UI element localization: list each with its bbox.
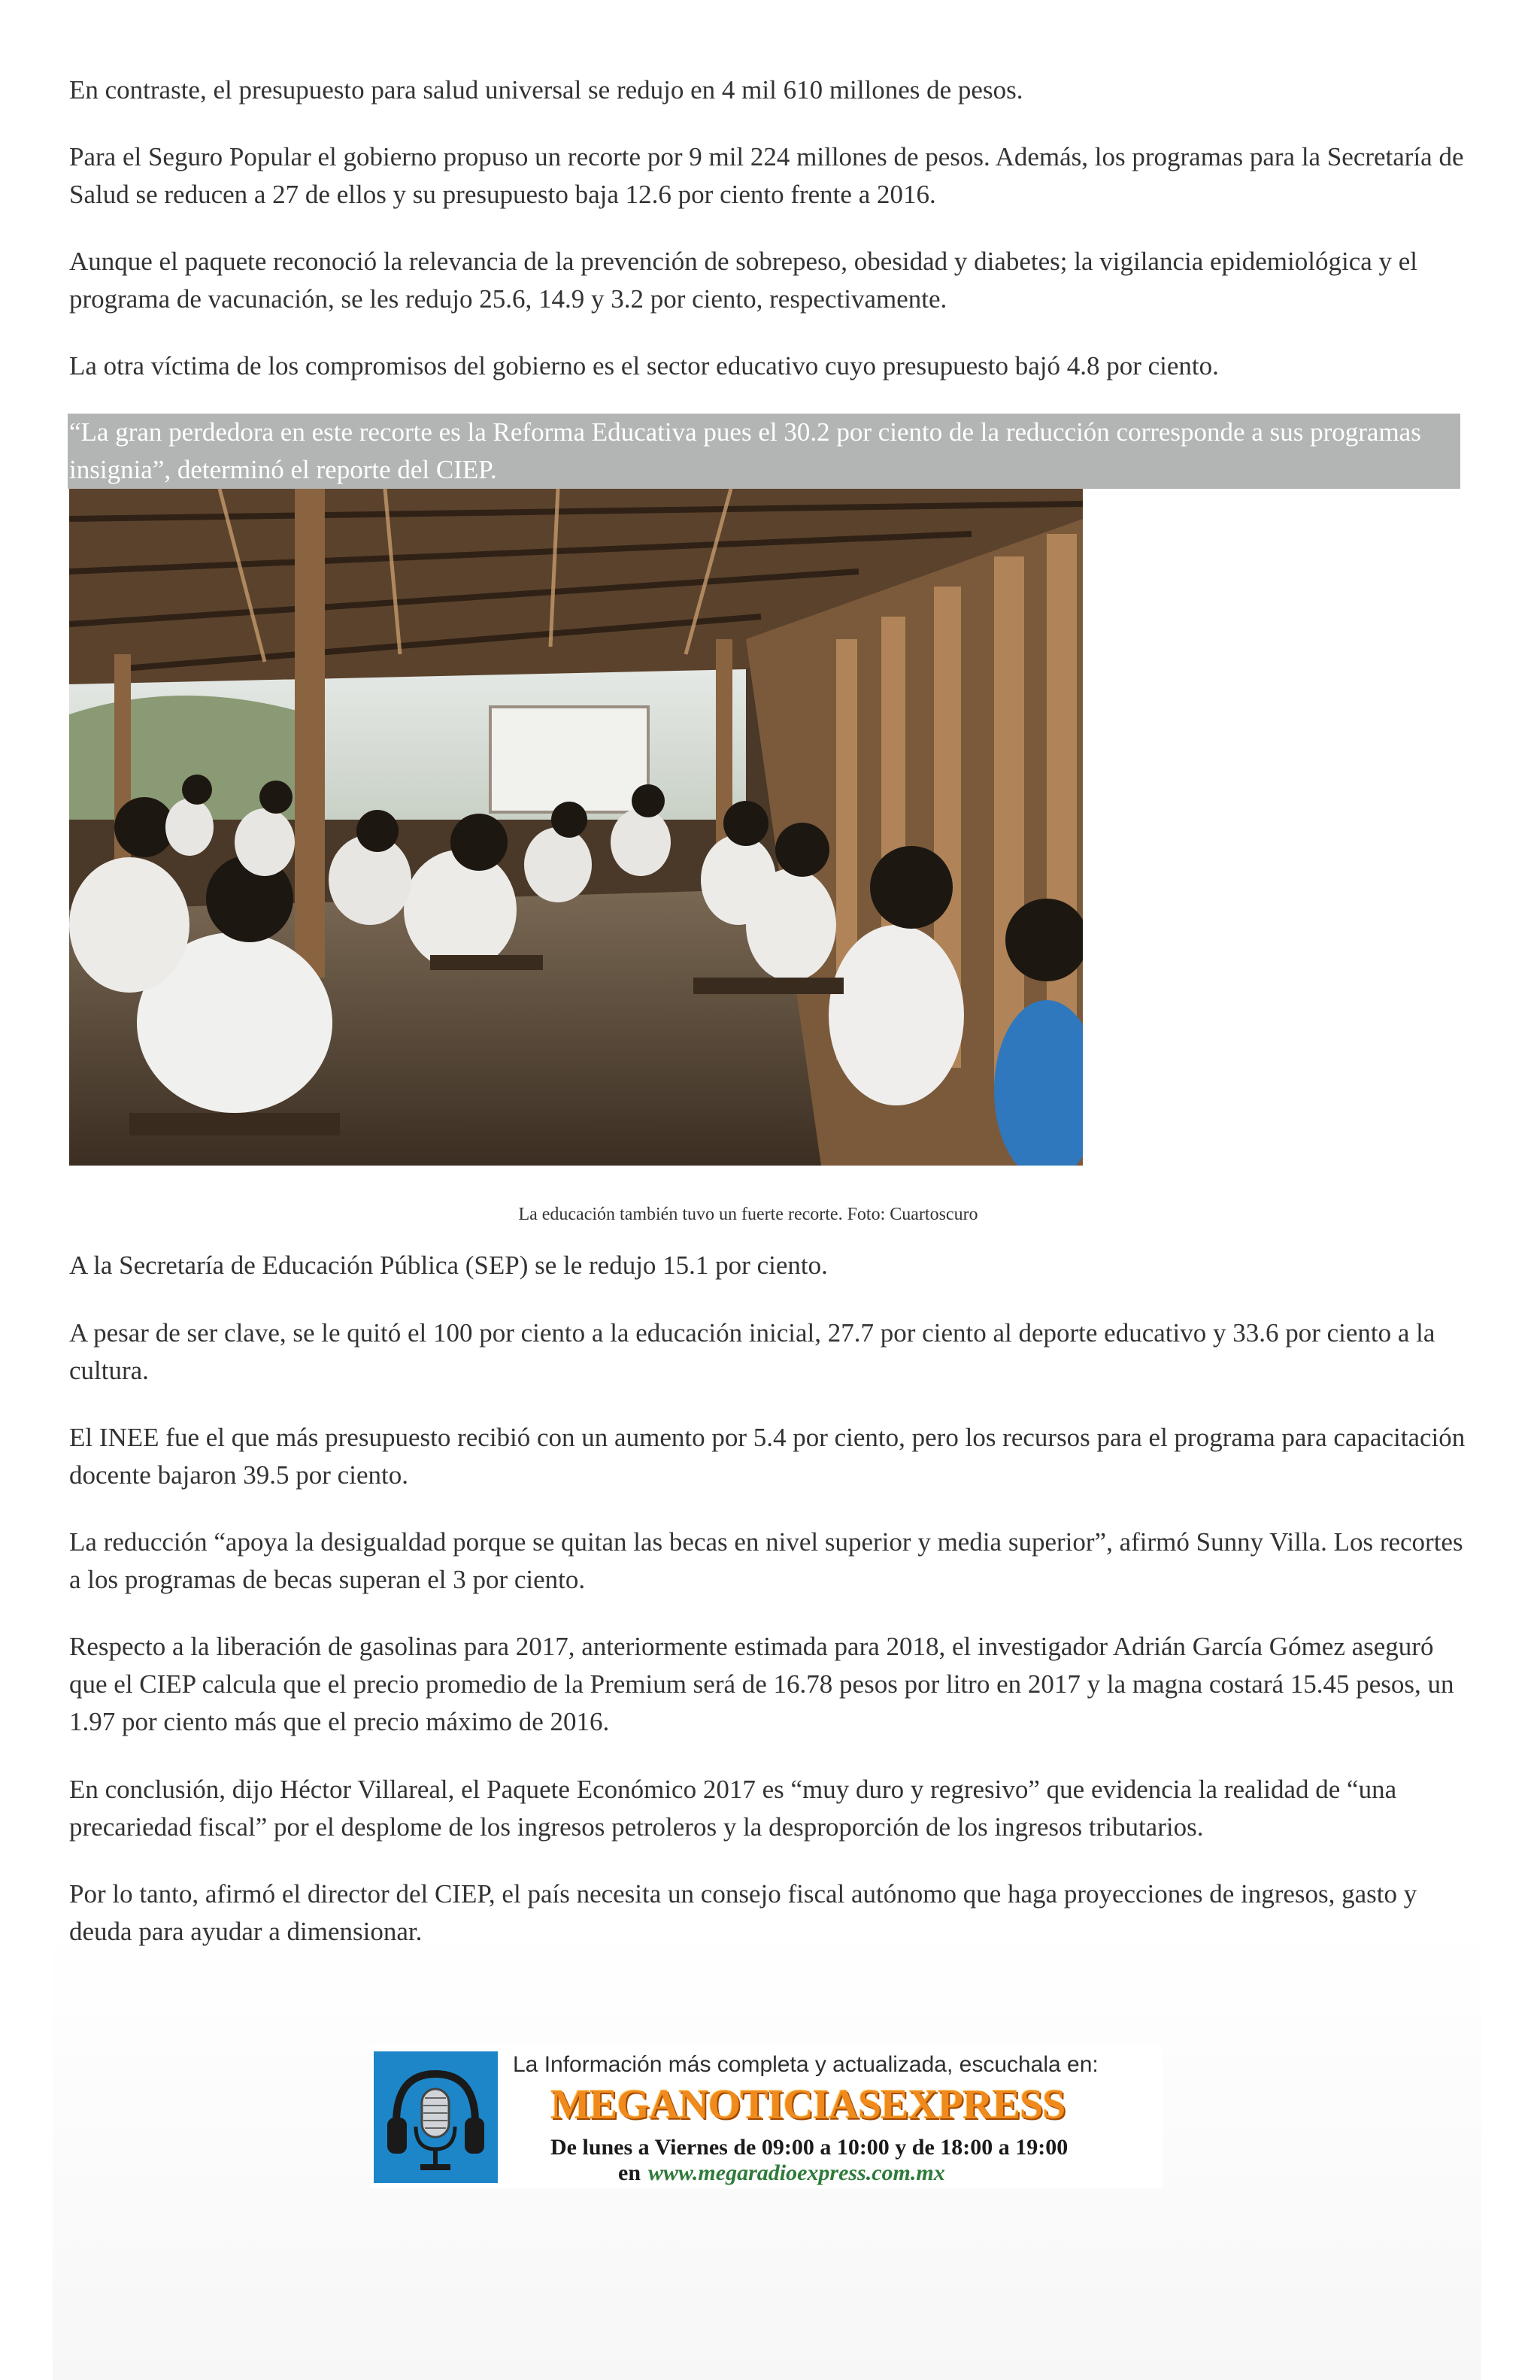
banner-url-link[interactable]: www.megaradioexpress.com.mx: [648, 2160, 945, 2185]
classroom-photo: [69, 489, 1083, 1166]
paragraph-sep: A la Secretaría de Educación Pública (SEP) se le redujo 15.1 por ciento.: [69, 1251, 828, 1280]
radio-banner[interactable]: [370, 2045, 1163, 2188]
paragraph-prevencion: Aunque el paquete reconoció la relevancia de la prevención de sobrepeso, obesidad y diabetes; la vigilancia epidemiológica y el programa de vacunación, se les redujo 25.6, 14.9 y 3.2 por ciento, respectivamente.: [69, 247, 1418, 314]
paragraph-seguro-popular: Para el Seguro Popular el gobierno propuso un recorte por 9 mil 224 millones de pesos. Además, los programas para la Secretaría de Salud se reducen a 27 de ellos y su presupuesto baja 12.6 por ciento frente a 2016.: [69, 142, 1464, 209]
highlighted-quote: [68, 414, 1460, 489]
paragraph-salud-universal: En contraste, el presupuesto para salud universal se redujo en 4 mil 610 millones de pesos.: [69, 75, 1023, 105]
banner-tagline: La Información más completa y actualizada, escuchala en:: [513, 2052, 1099, 2077]
paragraph-conclusion: En conclusión, dijo Héctor Villareal, el Paquete Económico 2017 es “muy duro y regresivo” que evidencia la realidad de “una precariedad fiscal” por el desplome de los ingresos petroleros y la desproporción de los ingresos tributarios.: [69, 1775, 1397, 1842]
paragraph-gasolinas: Respecto a la liberación de gasolinas para 2017, anteriormente estimada para 2018, el investigador Adrián García Gómez aseguró que el CIEP calcula que el precio promedio de la Premium será de 16.78 pesos por litro en 2017 y la magna costará 15.45 pesos, un 1.97 por ciento más que el precio máximo de 2016.: [69, 1632, 1454, 1736]
paragraph-becas: La reducción “apoya la desigualdad porque se quitan las becas en nivel superior y media superior”, afirmó Sunny Villa. Los recortes a los programas de becas superan el 3 por ciento.: [69, 1527, 1463, 1594]
banner-brand-name: MEGANOTICIASEXPRESS: [550, 2081, 1066, 2128]
photo-caption: La educación también tuvo un fuerte recorte. Foto: Cuartoscuro: [518, 1205, 978, 1224]
banner-url-prefix: en: [618, 2160, 641, 2185]
paragraph-inee: El INEE fue el que más presupuesto recibió con un aumento por 5.4 por ciento, pero los recursos para el programa para capacitación docente bajaron 39.5 por ciento.: [69, 1423, 1466, 1490]
banner-url-row: [618, 2160, 1084, 2187]
paragraph-consejo-fiscal: Por lo tanto, afirmó el director del CIEP, el país necesita un consejo fiscal autónomo que haga proyecciones de ingresos, gasto y deuda para ayudar a dimensionar.: [69, 1879, 1417, 1946]
quote-text: “La gran perdedora en este recorte es la Reforma Educativa pues el 30.2 por ciento de la reducción corresponde a sus programas insignia”, determinó el reporte del CIEP.: [69, 417, 1421, 484]
paragraph-sector-educativo: La otra víctima de los compromisos del gobierno es el sector educativo cuyo presupuesto bajó 4.8 por ciento.: [69, 351, 1219, 380]
banner-schedule: De lunes a Viernes de 09:00 a 10:00 y de 18:00 a 19:00: [550, 2135, 1069, 2160]
microphone-headphones-icon: [374, 2051, 498, 2183]
paragraph-educacion-inicial: A pesar de ser clave, se le quitó el 100 por ciento a la educación inicial, 27.7 por ciento al deporte educativo y 33.6 por ciento a la cultura.: [69, 1318, 1435, 1385]
